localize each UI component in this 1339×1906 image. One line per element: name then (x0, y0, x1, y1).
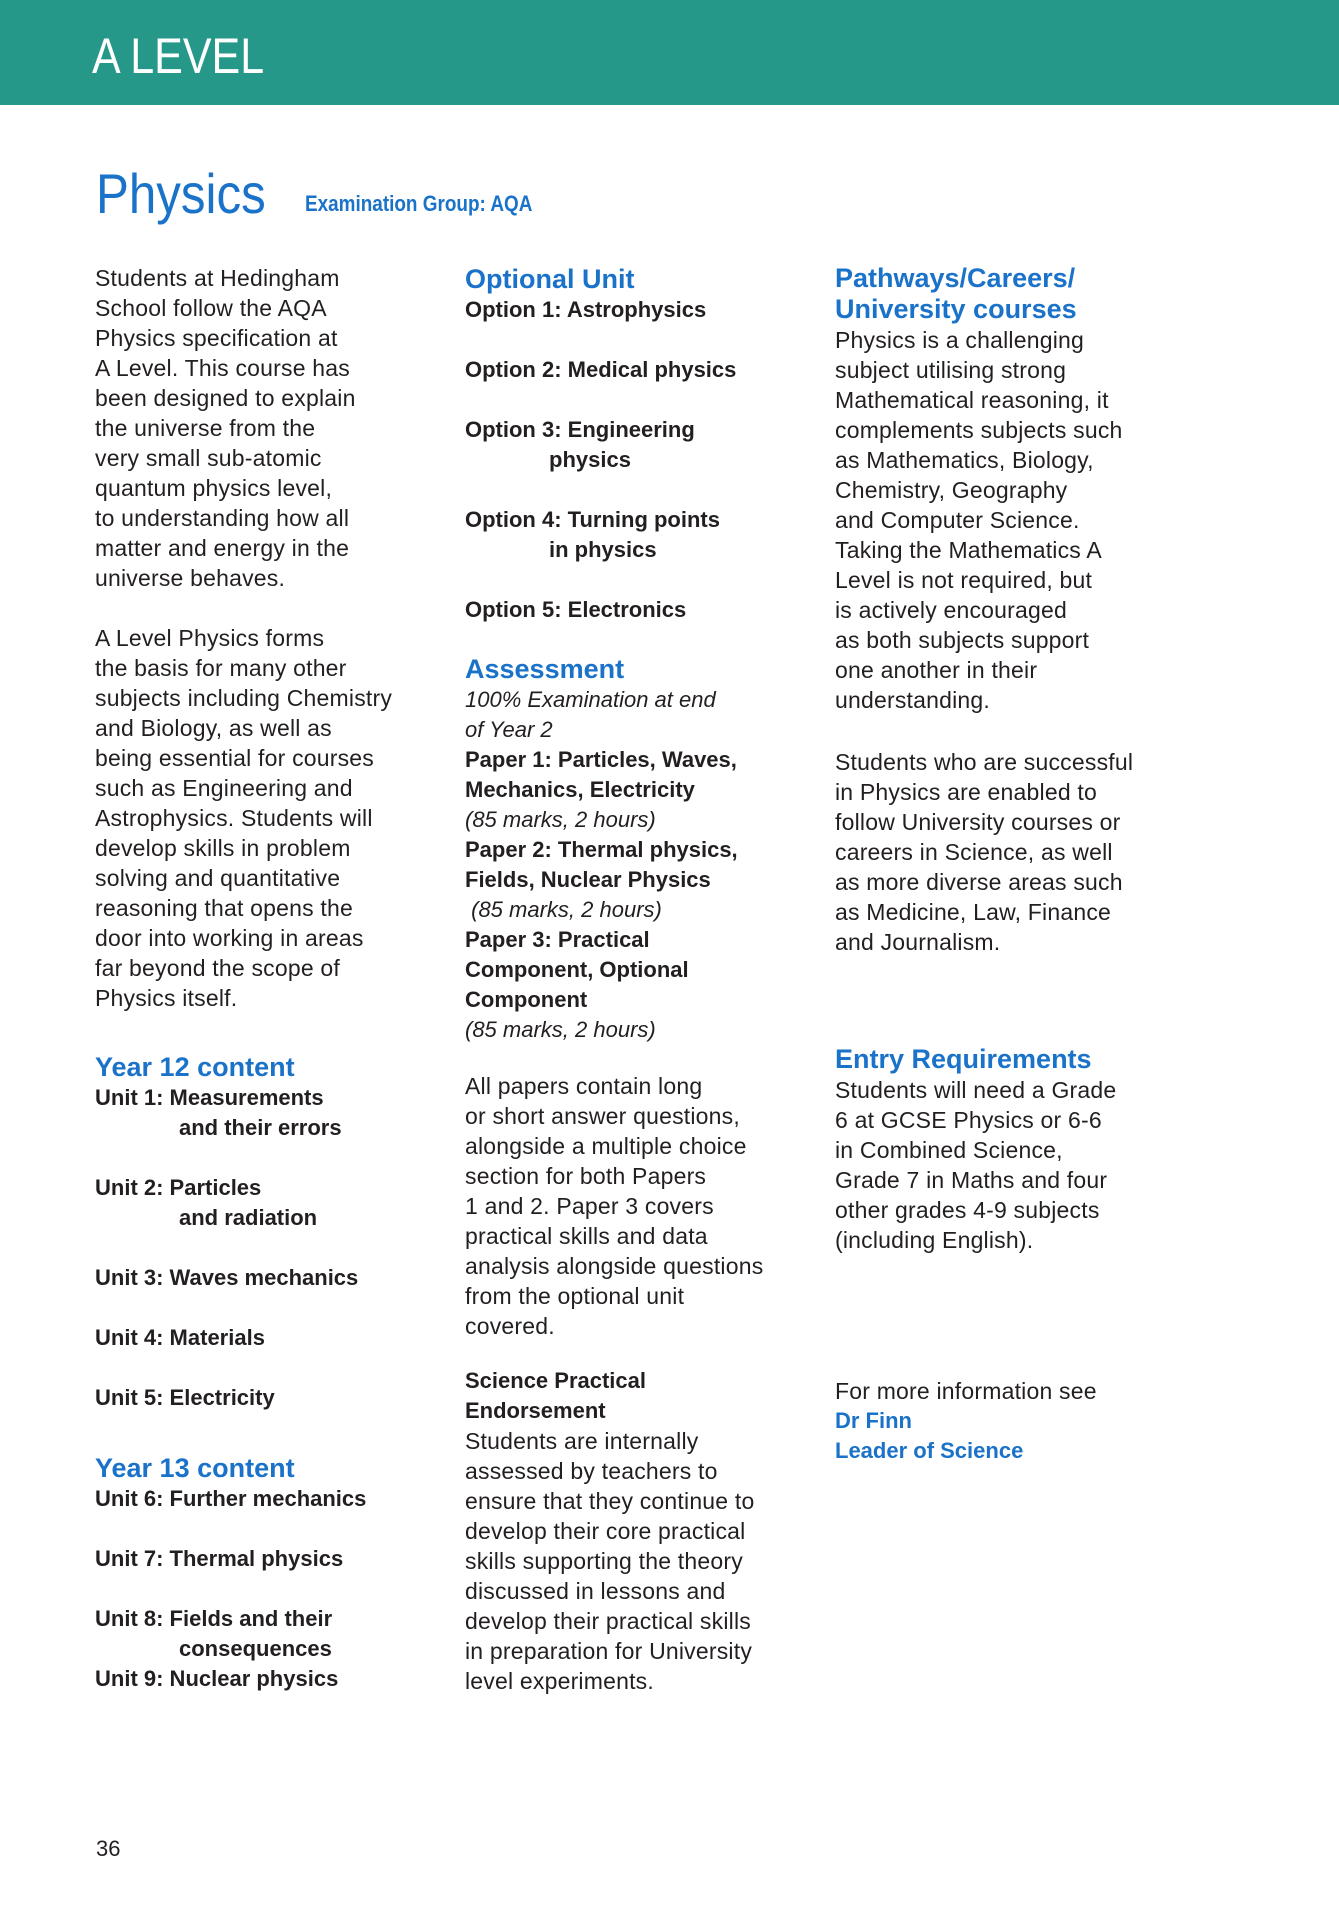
banner-title: A LEVEL (92, 28, 265, 84)
assessment-notes (465, 1071, 763, 1341)
text-line: universe behaves. (95, 565, 286, 591)
spacer (95, 1353, 358, 1383)
unit-item: Unit 7: Thermal physics (95, 1546, 344, 1571)
text-line: the universe from the (95, 415, 316, 441)
contact-section (835, 1376, 1097, 1466)
text-line: Mathematical reasoning, it (835, 387, 1109, 413)
spacer (465, 325, 736, 355)
exam-group-label: Examination Group: AQA (305, 191, 533, 216)
text-line: the basis for many other (95, 655, 347, 681)
text-line: develop skills in problem (95, 835, 351, 861)
paper-title: Fields, Nuclear Physics (465, 867, 711, 892)
text-line: in preparation for University (465, 1638, 753, 1664)
text-line: (including English). (835, 1227, 1034, 1253)
spacer (465, 565, 736, 595)
text-line: and Computer Science. (835, 507, 1080, 533)
text-line: and Biology, as well as (95, 715, 332, 741)
text-line: as both subjects support (835, 627, 1090, 653)
text-line: complements subjects such (835, 417, 1123, 443)
text-line: and Journalism. (835, 929, 1001, 955)
unit-item: Unit 2: Particles (95, 1175, 262, 1200)
text-line: subject utilising strong (835, 357, 1067, 383)
text-line: 6 at GCSE Physics or 6-6 (835, 1107, 1102, 1133)
text-line: in Physics are enabled to (835, 779, 1097, 805)
unit-item: Unit 8: Fields and their (95, 1606, 333, 1631)
year13-section (95, 1452, 366, 1694)
text-line: as more diverse areas such (835, 869, 1123, 895)
option-item: Option 5: Electronics (465, 597, 687, 622)
text-line: in Combined Science, (835, 1137, 1063, 1163)
text-line: such as Engineering and (95, 775, 353, 801)
pathways-heading: University courses (835, 294, 1077, 324)
practical-endorsement-section (465, 1366, 754, 1696)
unit-item: Unit 5: Electricity (95, 1385, 275, 1410)
text-line: one another in their (835, 657, 1038, 683)
text-line: understanding. (835, 687, 990, 713)
text-line: as Mathematics, Biology, (835, 447, 1094, 473)
text-line: matter and energy in the (95, 535, 350, 561)
header-banner (0, 0, 1339, 105)
page-title: Physics (96, 162, 266, 225)
spacer (95, 1514, 366, 1544)
paper-detail: (85 marks, 2 hours) (465, 1017, 656, 1042)
text-line: Physics is a challenging (835, 327, 1084, 353)
page-number: 36 (96, 1836, 121, 1861)
text-line: alongside a multiple choice (465, 1133, 747, 1159)
text-line: very small sub-atomic (95, 445, 322, 471)
paper-title: Mechanics, Electricity (465, 777, 695, 802)
text-line: A Level Physics forms (95, 625, 325, 651)
pathways-section (835, 263, 1123, 715)
optional-unit-heading: Optional Unit (465, 264, 635, 294)
entry-heading: Entry Requirements (835, 1044, 1092, 1074)
text-line: subjects including Chemistry (95, 685, 393, 711)
text-line: door into working in areas (95, 925, 364, 951)
text-line: or short answer questions, (465, 1103, 740, 1129)
spacer (95, 1233, 358, 1263)
assessment-summary: of Year 2 (465, 717, 553, 742)
spacer (95, 1143, 358, 1173)
text-line: Taking the Mathematics A (835, 537, 1102, 563)
practical-heading: Endorsement (465, 1398, 606, 1423)
intro-paragraph-1 (95, 263, 356, 593)
text-line: covered. (465, 1313, 555, 1339)
practical-heading: Science Practical (465, 1368, 647, 1393)
spacer (465, 475, 736, 505)
unit-item-continuation: consequences (179, 1636, 332, 1661)
option-item: Option 4: Turning points (465, 507, 720, 532)
text-line: discussed in lessons and (465, 1578, 726, 1604)
text-line: being essential for courses (95, 745, 374, 771)
text-line: follow University courses or (835, 809, 1121, 835)
text-line: to understanding how all (95, 505, 350, 531)
text-line: been designed to explain (95, 385, 356, 411)
text-line: Astrophysics. Students will (95, 805, 373, 831)
text-line: level experiments. (465, 1668, 654, 1694)
paper-detail: (85 marks, 2 hours) (465, 807, 656, 832)
contact-role: Leader of Science (835, 1438, 1024, 1463)
unit-item: Unit 6: Further mechanics (95, 1486, 367, 1511)
intro-paragraph-2 (95, 623, 392, 1013)
option-item-continuation: in physics (549, 537, 657, 562)
text-line: Chemistry, Geography (835, 477, 1068, 503)
text-line: 1 and 2. Paper 3 covers (465, 1193, 714, 1219)
text-line: Students will need a Grade (835, 1077, 1117, 1103)
text-line: Students at Hedingham (95, 265, 340, 291)
contact-intro: For more information see (835, 1378, 1097, 1404)
paper-title: Paper 1: Particles, Waves, (465, 747, 737, 772)
option-item-continuation: physics (549, 447, 631, 472)
text-line: Level is not required, but (835, 567, 1093, 593)
text-line: practical skills and data (465, 1223, 708, 1249)
assessment-heading: Assessment (465, 654, 625, 684)
text-line: careers in Science, as well (835, 839, 1113, 865)
unit-item: Unit 1: Measurements (95, 1085, 324, 1110)
year12-section (95, 1051, 358, 1413)
assessment-summary: 100% Examination at end (465, 687, 716, 712)
pathways-paragraph-2 (835, 747, 1133, 957)
spacer (465, 385, 736, 415)
text-line: Students are internally (465, 1428, 699, 1454)
spacer (95, 1574, 366, 1604)
text-line: School follow the AQA (95, 295, 327, 321)
paper-title: Paper 3: Practical (465, 927, 650, 952)
spacer (95, 1293, 358, 1323)
text-line: as Medicine, Law, Finance (835, 899, 1112, 925)
text-line: assessed by teachers to (465, 1458, 718, 1484)
unit-item: Unit 9: Nuclear physics (95, 1666, 339, 1691)
option-item: Option 1: Astrophysics (465, 297, 707, 322)
text-line: develop their core practical (465, 1518, 746, 1544)
text-line: Grade 7 in Maths and four (835, 1167, 1108, 1193)
text-line: far beyond the scope of (95, 955, 340, 981)
unit-item-continuation: and their errors (179, 1115, 342, 1140)
pathways-heading: Pathways/Careers/ (835, 263, 1076, 293)
text-line: other grades 4-9 subjects (835, 1197, 1100, 1223)
paper-detail: (85 marks, 2 hours) (465, 897, 662, 922)
text-line: ensure that they continue to (465, 1488, 755, 1514)
text-line: skills supporting the theory (465, 1548, 743, 1574)
unit-item: Unit 4: Materials (95, 1325, 265, 1350)
assessment-section (465, 653, 738, 1045)
paper-title: Component (465, 987, 588, 1012)
option-item: Option 2: Medical physics (465, 357, 737, 382)
text-line: section for both Papers (465, 1163, 707, 1189)
year12-heading: Year 12 content (95, 1052, 295, 1082)
text-line: All papers contain long (465, 1073, 703, 1099)
text-line: quantum physics level, (95, 475, 333, 501)
paper-title: Component, Optional (465, 957, 689, 982)
option-item: Option 3: Engineering (465, 417, 695, 442)
text-line: Physics itself. (95, 985, 238, 1011)
entry-requirements-section (835, 1043, 1116, 1255)
text-line: is actively encouraged (835, 597, 1067, 623)
text-line: from the optional unit (465, 1283, 685, 1309)
paper-title: Paper 2: Thermal physics, (465, 837, 738, 862)
text-line: A Level. This course has (95, 355, 350, 381)
unit-item-continuation: and radiation (179, 1205, 318, 1230)
text-line: analysis alongside questions (465, 1253, 764, 1279)
text-line: develop their practical skills (465, 1608, 751, 1634)
text-line: reasoning that opens the (95, 895, 353, 921)
text-line: Physics specification at (95, 325, 338, 351)
text-line: solving and quantitative (95, 865, 341, 891)
optional-unit-section (465, 263, 736, 625)
year13-heading: Year 13 content (95, 1453, 295, 1483)
contact-name: Dr Finn (835, 1408, 912, 1433)
text-line: Students who are successful (835, 749, 1134, 775)
unit-item: Unit 3: Waves mechanics (95, 1265, 359, 1290)
